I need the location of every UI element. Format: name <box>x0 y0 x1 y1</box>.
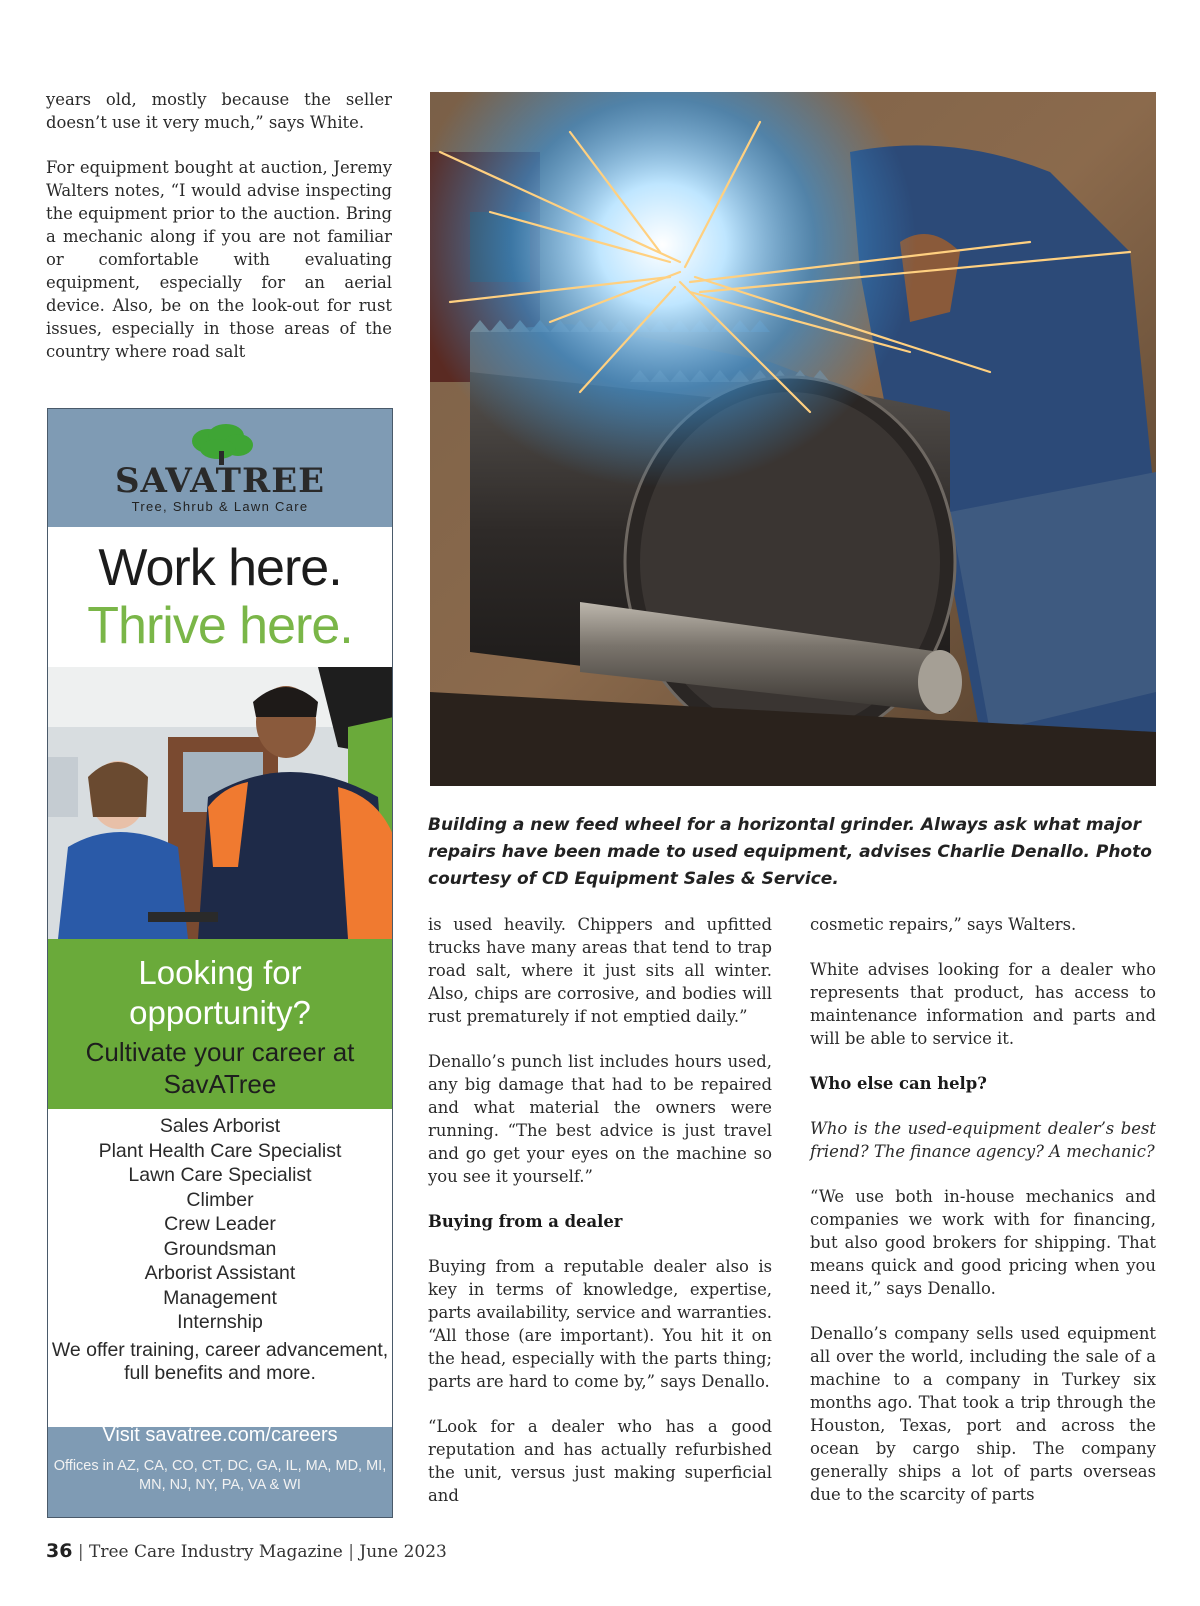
ad-job-item: Internship <box>177 1311 263 1333</box>
ad-job-item: Management <box>163 1286 277 1309</box>
issue-date: June 2023 <box>359 1542 447 1562</box>
ad-job-item: Plant Health Care Specialist <box>98 1139 342 1162</box>
article-column-left <box>46 88 392 385</box>
ad-job-item: Sales Arborist <box>159 1115 281 1137</box>
ad-job-item: Crew Leader <box>164 1213 276 1235</box>
article-paragraph: Denallo’s company sells used equipment all over the world, including the sale of a machine to a company in Turkey six months ago. That took a trip through the Houston, Texas, port and across the ocean by cargo ship. The company generally ships a lot of parts overseas due to the scarcity of parts <box>810 1324 1156 1504</box>
savatree-ad[interactable] <box>47 408 393 1518</box>
article-paragraph: is used heavily. Chippers and upfitted trucks have many areas that tend to trap road salt, where it just sits all winter. Also, chips are corrosive, and bodies will rust prematurely if not emptied daily.” <box>428 915 772 1026</box>
ad-cultivate-text: Cultivate your career at SavATree <box>85 1037 355 1099</box>
article-paragraph: years old, mostly because the seller doesn’t use it very much,” says White. <box>46 90 392 132</box>
photo-caption: Building a new feed wheel for a horizontal grinder. Always ask what major repairs have been made to used equipment, advises Charlie Denallo. Photo courtesy of CD Equipment Sales & Service. <box>428 815 1152 889</box>
ad-headline-work: Work here. <box>98 539 342 597</box>
magazine-name: Tree Care Industry Magazine <box>89 1542 343 1562</box>
ad-careers-link[interactable]: Visit savatree.com/careers <box>102 1424 338 1446</box>
ad-job-list <box>48 1114 392 1335</box>
ad-job-item: Climber <box>186 1188 254 1211</box>
article-column-middle <box>428 913 772 1529</box>
article-paragraph: Buying from a reputable dealer also is key in terms of knowledge, expertise, parts availability, service and warranties. “All those (are important). You hit it on the head, especially with the parts thing; parts are hard to come by,” says Denallo. <box>428 1257 772 1391</box>
ad-offer-text: We offer training, career advancement, full benefits and more. <box>51 1339 389 1384</box>
article-paragraph: cosmetic repairs,” says Walters. <box>810 915 1077 934</box>
welding-photo <box>430 92 1156 786</box>
article-paragraph: Denallo’s punch list includes hours used, any big damage that had to be repaired and what material the owners were running. “The best advice is just travel and go get your eyes on the machine so you see it yourself.” <box>428 1052 772 1186</box>
ad-job-item: Lawn Care Specialist <box>128 1164 312 1186</box>
article-paragraph: For equipment bought at auction, Jeremy Walters notes, “I would advise inspecting the equipment prior to the auction. Bring a mechanic along if you are not familiar or comfortable with evaluating equipment, especially for an aerial device. Also, be on the look-out for rust issues, especially in those areas of the country where road salt <box>46 158 392 361</box>
ad-headline-thrive: Thrive here. <box>87 597 353 655</box>
ad-workers-photo <box>48 667 392 939</box>
page-number: 36 <box>46 1540 73 1562</box>
section-heading: Who else can help? <box>810 1074 987 1093</box>
article-paragraph: White advises looking for a dealer who represents that product, has access to maintenance information and parts and will be able to service it. <box>810 960 1156 1048</box>
article-paragraph: “Look for a dealer who has a good reputation and has actually refurbished the unit, versus just making superficial and <box>428 1417 772 1505</box>
ad-looking-text: Looking for opportunity? <box>129 954 311 1031</box>
article-paragraph: “We use both in-house mechanics and companies we work with for financing, but also good brokers for shipping. That means quick and good pricing when you need it,” says Denallo. <box>810 1187 1156 1298</box>
section-heading: Buying from a dealer <box>428 1212 623 1231</box>
ad-job-item: Groundsman <box>163 1237 277 1260</box>
article-question: Who is the used-equipment dealer’s best friend? The finance agency? A mechanic? <box>810 1119 1156 1161</box>
ad-offices-text: Offices in AZ, CA, CO, CT, DC, GA, IL, MA, MD, MI, MN, NJ, NY, PA, VA & WI <box>53 1458 387 1493</box>
ad-job-item: Arborist Assistant <box>144 1262 296 1284</box>
page-footer: 36 | Tree Care Industry Magazine | June 2023 <box>46 1540 447 1562</box>
article-column-right <box>810 913 1156 1528</box>
ad-brand-tagline: Tree, Shrub & Lawn Care <box>131 499 309 514</box>
ad-brand-name: SAVATREE <box>114 461 326 501</box>
